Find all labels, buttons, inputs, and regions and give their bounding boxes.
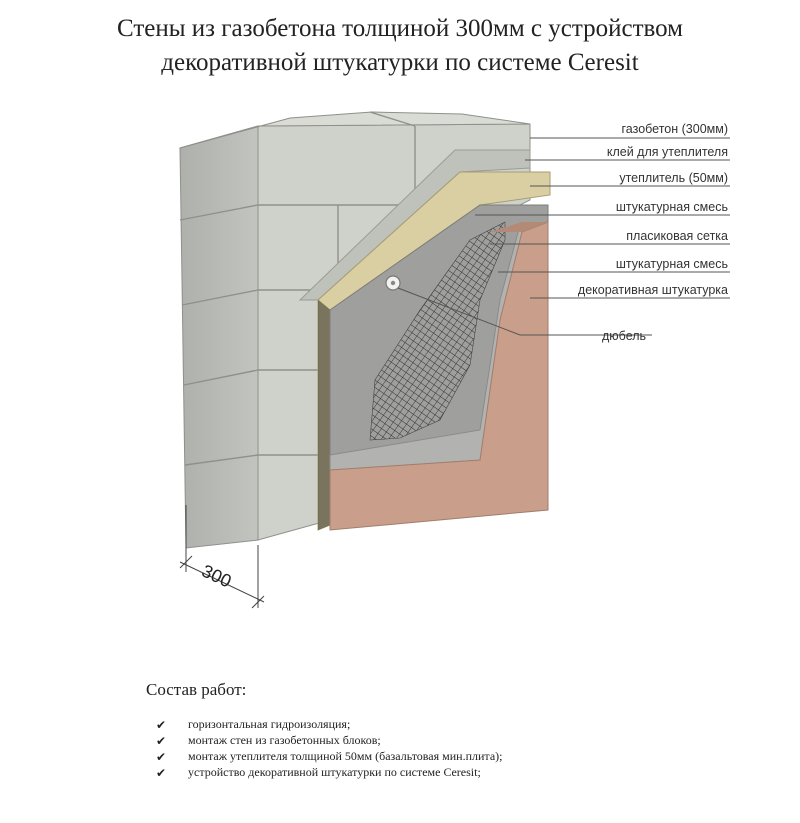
list-item — [146, 764, 746, 780]
check-icon: ✔ — [156, 750, 167, 764]
work-item-text: монтаж утеплителя толщиной 50мм (базальтовая мин.плита); — [188, 749, 503, 763]
check-icon: ✔ — [156, 734, 167, 748]
title-line-2: декоративной штукатурки по системе Ceresit — [161, 49, 639, 76]
block-side-face — [180, 126, 258, 548]
label-aerated-concrete: газобетон (300мм) — [621, 122, 728, 136]
label-plaster-mix-1: штукатурная смесь — [615, 200, 728, 214]
works-title: Состав работ: — [146, 680, 247, 699]
label-adhesive: клей для утеплителя — [606, 145, 728, 159]
title-line-1: Стены из газобетона толщиной 300мм с устройством — [116, 15, 683, 42]
works-list-section — [146, 680, 746, 780]
work-item-text: монтаж стен из газобетонных блоков; — [188, 733, 381, 747]
label-dowel: дюбель — [602, 329, 647, 343]
list-item — [146, 716, 746, 732]
label-plaster-mix-2: штукатурная смесь — [615, 257, 728, 271]
dimension-label: 300 — [198, 560, 235, 592]
work-item-text: горизонтальная гидроизоляция; — [188, 717, 351, 731]
list-item — [146, 732, 746, 748]
plaster-edge-band — [318, 300, 330, 530]
check-icon: ✔ — [156, 766, 167, 780]
label-insulation: утеплитель (50мм) — [619, 171, 728, 185]
label-plastic-mesh: пласиковая сетка — [626, 229, 728, 243]
works-list — [146, 716, 746, 780]
list-item — [146, 748, 746, 764]
work-item-text: устройство декоративной штукатурки по системе Ceresit; — [188, 765, 481, 779]
label-decorative-plaster: декоративная штукатурка — [577, 283, 728, 297]
check-icon: ✔ — [156, 718, 167, 732]
